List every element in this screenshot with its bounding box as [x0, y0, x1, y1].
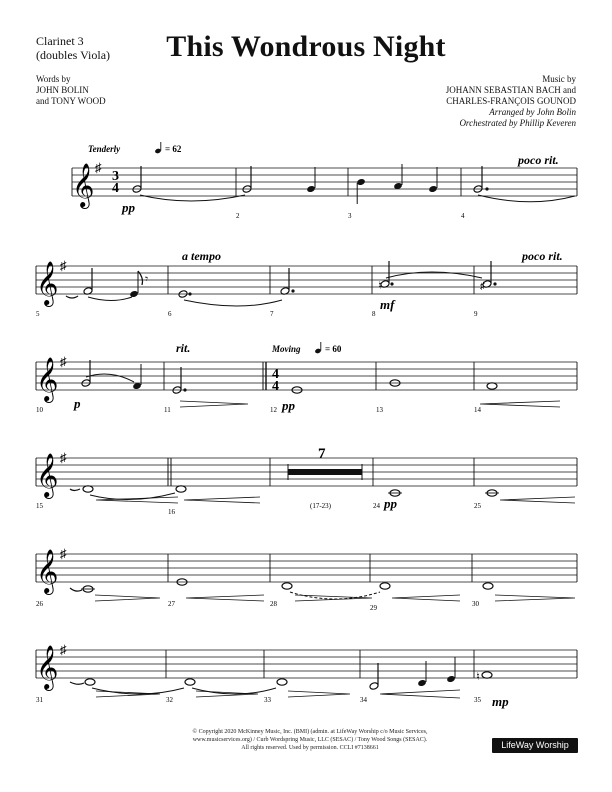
- part-name-line1: Clarinet 3: [36, 34, 84, 48]
- measure-number-4: 4: [461, 212, 465, 220]
- measure-number-27: 27: [168, 600, 175, 608]
- hairpins-system-5: [95, 595, 575, 601]
- measure-number-9: 9: [474, 310, 478, 318]
- measure-number-15: 15: [36, 502, 43, 510]
- multi-measure-rest: [288, 446, 362, 480]
- measure-number-2: 2: [236, 212, 240, 220]
- notes-system-3: [81, 360, 186, 394]
- treble-clef-icon: 𝄞: [72, 165, 95, 207]
- dynamic-pp-1: pp: [122, 200, 135, 215]
- notes-system-2: [66, 261, 496, 306]
- publisher-logo: LifeWay Worship: [492, 738, 578, 753]
- filled-notes-system-1: [306, 164, 438, 204]
- measure-number-24: 24: [373, 502, 380, 510]
- time-signature-top: 3: [112, 169, 119, 184]
- words-author-1: JOHN BOLIN: [36, 85, 89, 95]
- tempo-value-2: = 60: [325, 344, 342, 354]
- key-signature-sharp: ♯: [60, 546, 67, 561]
- measure-number-5: 5: [36, 310, 40, 318]
- dynamic-mp: mp: [492, 694, 509, 709]
- measure-number-3: 3: [348, 212, 352, 220]
- measure-number-26: 26: [36, 600, 43, 608]
- copyright-line-2: www.musicservices.org) / Curb Wordspring Music, LLC (SESAC) / Tony Wood Songs (SESAC).: [192, 737, 428, 743]
- time-signature-top-2: 4: [272, 367, 279, 382]
- measure-number-34: 34: [360, 696, 367, 704]
- system-3: [36, 341, 560, 414]
- treble-clef-icon: 𝄞: [36, 359, 59, 401]
- dynamic-pp-3: pp: [384, 496, 397, 511]
- measure-number-32: 32: [166, 696, 173, 704]
- copyright-line-3: All rights reserved. Used by permission. CCLI #7138661: [241, 745, 379, 751]
- treble-clef-icon: 𝄞: [36, 551, 59, 593]
- notes-system-6: [70, 663, 492, 694]
- copyright-line-1: © Copyright 2020 McKinney Music, Inc. (BMI) (admin. at LifeWay Worship c/o Music Services,: [192, 729, 428, 735]
- svg-text:𝄾: 𝄾: [145, 272, 149, 286]
- music-label: Music by: [542, 74, 576, 84]
- measure-number-30: 30: [472, 600, 479, 608]
- song-title: This Wondrous Night: [166, 30, 446, 63]
- system-6: [36, 642, 509, 709]
- measure-number-11: 11: [164, 406, 171, 414]
- quarter-note-icon: [314, 342, 321, 354]
- expression-a-tempo: a tempo: [182, 249, 221, 263]
- part-name-line2: (doubles Viola): [36, 48, 111, 62]
- filled-note-m10: [132, 364, 142, 390]
- multirest-range: (17-23): [310, 502, 331, 510]
- measure-number-33: 33: [264, 696, 271, 704]
- measure-number-25: 25: [474, 502, 481, 510]
- system-4: [36, 446, 575, 516]
- key-signature-sharp: ♯: [60, 450, 67, 465]
- dynamic-mf: mf: [380, 297, 395, 312]
- measure-number-29: 29: [370, 604, 377, 612]
- notes-system-4: [70, 486, 499, 500]
- measure-number-31: 31: [36, 696, 43, 704]
- natural-accidental: ♮: [476, 671, 480, 683]
- dynamic-p: p: [74, 396, 81, 411]
- key-signature-sharp: [95, 160, 102, 175]
- tempo-marking-2: Moving: [272, 344, 301, 354]
- measure-number-10: 10: [36, 406, 43, 414]
- system-1: [72, 142, 575, 220]
- key-signature-sharp: ♯: [60, 354, 67, 369]
- music-author-2: CHARLES-FRANÇOIS GOUNOD: [446, 96, 576, 106]
- measure-number-6: 6: [168, 310, 172, 318]
- expression-poco-rit-2: poco rit.: [522, 249, 563, 263]
- key-signature-sharp: ♯: [60, 642, 67, 657]
- natural-accidental: ♮: [378, 280, 382, 292]
- measure-number-13: 13: [376, 406, 383, 414]
- arranger-credit: Arranged by John Bolin: [489, 107, 576, 117]
- expression-poco-rit-1: poco rit.: [518, 153, 559, 167]
- words-author-2: and TONY WOOD: [36, 96, 106, 106]
- measure-number-12: 12: [270, 406, 277, 414]
- words-label: Words by: [36, 74, 71, 84]
- measure-number-8: 8: [372, 310, 376, 318]
- multirest-count: 7: [318, 446, 326, 462]
- dynamic-pp-2: pp: [282, 398, 295, 413]
- measure-number-16: 16: [168, 508, 175, 516]
- whole-notes-system-3: [292, 380, 497, 393]
- system-2: [36, 249, 563, 318]
- quarter-note-icon: [154, 142, 161, 154]
- measure-number-7: 7: [270, 310, 274, 318]
- staves: [36, 168, 577, 678]
- tempo-value-1: = 62: [165, 144, 182, 154]
- key-signature-sharp: ♯: [60, 258, 67, 273]
- svg-text:♯: ♯: [95, 160, 102, 175]
- orchestrator-credit: Orchestrated by Phillip Keveren: [459, 118, 576, 128]
- hairpins-system-4: [96, 497, 575, 503]
- treble-clef-icon: 𝄞: [36, 647, 59, 689]
- filled-notes-m34: [417, 657, 456, 687]
- measure-number-28: 28: [270, 600, 277, 608]
- time-signature-bottom-2: 4: [272, 379, 279, 394]
- tempo-marking-1: Tenderly: [88, 144, 121, 154]
- hairpins-system-3: [180, 401, 560, 407]
- treble-clef-icon: 𝄞: [36, 263, 59, 305]
- treble-clef-icon: 𝄞: [36, 455, 59, 497]
- music-author-1: JOHANN SEBASTIAN BACH and: [445, 85, 576, 95]
- expression-rit: rit.: [176, 341, 191, 355]
- time-signature-bottom: 4: [112, 181, 119, 196]
- copyright-notice: [150, 728, 470, 752]
- measure-number-14: 14: [474, 406, 481, 414]
- system-5: [36, 546, 575, 612]
- sharp-accidental: ♯: [480, 281, 485, 292]
- measure-number-35: 35: [474, 696, 481, 704]
